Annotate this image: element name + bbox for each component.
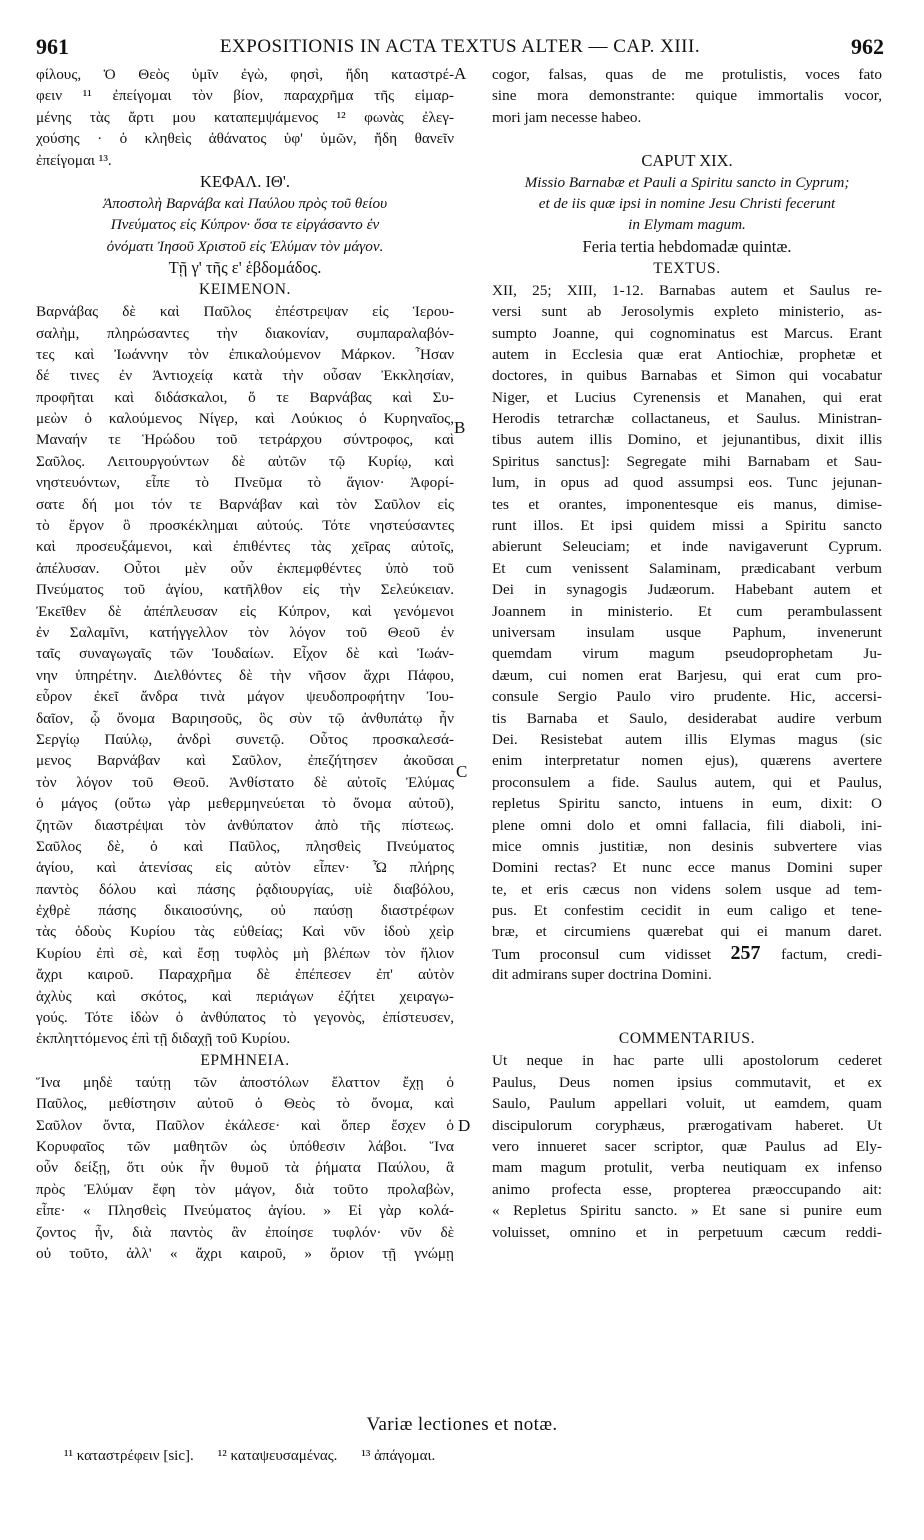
latin-commentary	[492, 1050, 882, 1243]
greek-text-line: Πνεύματος τοῦ ἁγίου, κατῆλθον εἰς τὴν Σελεύκειαν.	[36, 581, 454, 599]
note-item: ¹² καταψευσαμένας.	[217, 1448, 338, 1464]
latin-text-heading: TEXTUS.	[653, 259, 721, 277]
greek-text-line: ταῖς συναγωγαῖς τῶν Ἰουδαίων. Εἶχον δὲ καὶ Ἰωάν-	[36, 645, 454, 663]
latin-commentary-line: Paulus, Deus nomen ipsius commutavit, et ex	[492, 1073, 882, 1091]
greek-chapter-title-line: ὀνόματι Ἰησοῦ Χριστοῦ εἰς Ἐλύμαν τὸν μάγον.	[106, 237, 384, 255]
greek-text-line: ἐχθρὲ πάσης δικαιοσύνης, οὐ παύσῃ διαστρέφων	[36, 902, 454, 920]
latin-text-line: proconsulem a fide. Saulus autem, qui et Paulus,	[492, 773, 882, 791]
greek-chapter-title	[36, 193, 454, 257]
latin-chapter-title	[492, 172, 882, 236]
note-item: ¹¹ καταστρέφειν [sic].	[64, 1448, 194, 1464]
latin-text-line: te, et eris cæcus non videns solem usque ad tem-	[492, 880, 882, 898]
latin-commentary-line: « Repletus Spiritu sancto. » Et sane si punire eum	[492, 1202, 882, 1220]
latin-text-line: plene omni dolo et omni fallacia, fili diaboli, ini-	[492, 816, 882, 834]
greek-text-line: νηστευόντων, εἶπε τὸ Πνεῦμα τὸ ἅγιον· Ἀφορί-	[36, 474, 454, 492]
latin-text-line: sumpto Joanne, qui cognominatus est Marcus. Erant	[492, 324, 882, 342]
greek-commentary-line: Ἵνα μηδὲ ταύτῃ τῶν ἀποστόλων ἔλαττον ἔχῃ ὁ	[36, 1073, 454, 1091]
greek-text-line: Σαῦλος δὲ, ὁ καὶ Παῦλος, πλησθεὶς Πνεύματος	[36, 837, 454, 855]
greek-text-line: δαῖον, ᾧ ὄνομα Βαριησοῦς, ὃς σὺν τῷ ἀνθυπάτῳ ἦν	[36, 709, 454, 727]
column-marker: 257	[730, 942, 782, 964]
greek-text-line: μενος Βαρνάβαν καὶ Σαῦλον, ἐπεζήτησεν ἀκοῦσαι	[36, 752, 454, 770]
greek-commentary-line: Σαῦλον ὄντα, Παῦλον ἐκάλεσε· καὶ ὅπερ ἔσχεν ὁ	[36, 1116, 454, 1134]
greek-commentary-line: εἶπε· « Πλησθεὶς Πνεύματος ἁγίου. » Εἰ γὰρ κολά-	[36, 1202, 454, 1220]
greek-text-line: Μαναήν τε Ἡρώδου τοῦ τετράρχου σύντροφος, καὶ	[36, 431, 454, 449]
greek-commentary-line: πρὸς Ἐλύμαν ἔφη τὸν μάγον, διὰ τοῦτο προλαβὼν,	[36, 1180, 454, 1198]
greek-text-line: παντὸς δόλου καὶ πάσης ῥᾳδιουργίας, υἱὲ διαβόλου,	[36, 880, 454, 898]
notes-list	[64, 1448, 459, 1465]
latin-text-line: consule Sergio Paulo viro prudente. Hic, accersi-	[492, 688, 882, 706]
latin-commentary-line: Saulo, Paulum appellari voluit, ut eamdem, quam	[492, 1095, 882, 1113]
latin-text-line: tes et orantes, imponentesque eis manus, dimise-	[492, 495, 882, 513]
greek-intro	[36, 64, 454, 171]
latin-text-line: quemdam virum magum pseudoprophetam Ju-	[492, 645, 882, 663]
latin-text-line: Niger, et Lucius Cyrenensis et Manahen, qui erat	[492, 388, 882, 406]
greek-intro-line: μένης τὰς ἄρτι μου καταπεμψάμενος ¹² φωνὰς ἐλεγ-	[36, 108, 454, 126]
latin-text-line	[492, 943, 882, 964]
greek-text-line: Βαρνάβας δὲ καὶ Παῦλος ἐπέστρεψαν εἰς Ἱερου-	[36, 303, 454, 321]
latin-text-line-end: factum, credi-	[781, 945, 882, 963]
latin-intro-line: cogor, falsas, quas de me protulistis, voces fato	[492, 66, 882, 83]
running-title: EXPOSITIONIS IN ACTA TEXTUS ALTER — CAP. XIII.	[219, 36, 701, 57]
greek-text-line: ὁ μάγος (οὕτω γὰρ μεθερμηνεύεται τὸ ὄνομα αὐτοῦ),	[36, 795, 454, 813]
latin-text-line: Herodis tetrarchæ collactaneus, et Saulus. Ministran-	[492, 410, 882, 428]
latin-intro-line: sine mora demonstrante: quique immortalis vocor,	[492, 87, 882, 105]
margin-letter-b: B	[454, 418, 466, 437]
latin-text-line: Dei. Resistebat autem illis Elymas magus (sic	[492, 730, 882, 748]
latin-text-line: mice omnis justitiæ, non desinis subvertere vias	[492, 837, 882, 855]
greek-text-line: ἀπέλυσαν. Οὗτοι μὲν οὖν ἐκπεμφθέντες ὑπὸ τοῦ	[36, 559, 454, 577]
latin-text-line: bræ, et circumiens quærebat qui ei manum daret.	[492, 923, 882, 941]
page-number-right: 962	[851, 34, 884, 59]
greek-text-line: τες καὶ Ἰωάννην τὸν ἐπικαλούμενον Μάρκον. Ἦσαν	[36, 345, 454, 363]
latin-commentary-line: animo profecta esse, propterea præoccupando ait:	[492, 1180, 882, 1198]
greek-text-line: ζητῶν διαστρέψαι τὸν ἀνθύπατον ἀπὸ τῆς πίστεως.	[36, 816, 454, 834]
margin-letter-a: A	[454, 64, 467, 83]
latin-commentary-line: voluisset, omnino et in perpetuum cæcum reddi-	[492, 1223, 882, 1241]
greek-intro-line: ἐπείγομαι ¹³.	[36, 151, 112, 169]
greek-text-line: Σεργίῳ Παύλῳ, ἀνδρὶ συνετῷ. Οὗτος προσκαλεσά-	[36, 730, 454, 748]
latin-text-line: universam insulam usque Paphum, invenerunt	[492, 623, 882, 641]
greek-commentary-line: οὐ τοῦτο, ἀλλ' « ἄχρι καιροῦ, » ὅριον τῇ γνώμῃ	[36, 1244, 454, 1262]
greek-text-line: νην ὑπηρέτην. Διελθόντες δὲ τὴν νῆσον ἄχρι Πάφου,	[36, 666, 454, 684]
greek-text	[36, 301, 454, 1050]
greek-text-line: τὸ ἔργον ὃ προσκέκλημαι αὐτούς. Τότε νηστεύσαντες	[36, 517, 454, 535]
greek-text-line: Σαῦλος. Λειτουργούντων δὲ αὐτῶν τῷ Κυρίῳ, καὶ	[36, 452, 454, 470]
greek-intro-line: φειν ¹¹ ἐπείγομαι τὸν βίον, παραχρῆμα τῆς εἱμαρ-	[36, 87, 454, 105]
greek-commentary-line: Κορυφαῖος τῶν μαθητῶν ὡς ὑπόθεσιν λάβοι. Ἵνα	[36, 1137, 454, 1155]
greek-text-line: γούς. Τότε ἰδὼν ὁ ἀνθύπατος τὸ γεγονὸς, ἐπίστευσεν,	[36, 1009, 454, 1027]
latin-text-line: enim interpretatur nomen ejus), quærens avertere	[492, 752, 882, 770]
greek-text-line: εὗρον ἐκεῖ ἄνδρα τινὰ μάγον ψευδοπροφήτην Ἰου-	[36, 688, 454, 706]
latin-commentary-line: mam magum protulit, verba neutiquam ex infenso	[492, 1159, 882, 1177]
greek-text-heading: ΚΕΙΜΕΝΟΝ.	[199, 281, 291, 299]
latin-text-line: autem in Ecclesia quæ erat Antiochiæ, prophetæ et	[492, 345, 882, 363]
greek-commentary-line: οὖν δείξῃ, ὅτι οὐκ ἦν θυμοῦ τὰ ῥήματα Παύλου, ἃ	[36, 1159, 454, 1177]
latin-text-line: dæum, cui nomen erat Barjesu, qui erat cum pro-	[492, 666, 882, 684]
latin-text-line: lum, in opus ad quod assumpsi eos. Tunc jejunan-	[492, 474, 882, 492]
greek-text-line: ἐκπληττόμενος ἐπὶ τῇ διδαχῇ τοῦ Κυρίου.	[36, 1030, 291, 1048]
latin-day-line: Feria tertia hebdomadæ quintæ.	[582, 236, 792, 256]
latin-text-line: Spiritus sanctus]: Segregate mihi Barnabam et Sau-	[492, 452, 882, 470]
margin-letter-d: D	[458, 1116, 471, 1135]
margin-letter-c: C	[456, 762, 468, 781]
greek-chapter-number: ΚΕΦΑΛ. ΙΘ'.	[200, 171, 290, 191]
greek-commentary	[36, 1072, 454, 1265]
latin-chapter-title-line: et de iis quæ ipsi in nomine Jesu Christi fecerunt	[538, 194, 836, 212]
page-header	[36, 34, 884, 64]
latin-text-line: dit admirans super doctrina Domini.	[492, 966, 712, 984]
greek-text-line: τὸν λόγον τοῦ Θεοῦ. Ἀνθίστατο δὲ αὐτοῖς Ἐλύμας	[36, 773, 454, 791]
latin-text-line: tis Barnaba et Saulo, desiderabat audire verbum	[492, 709, 882, 727]
greek-chapter-title-line: Ἀποστολὴ Βαρνάβα καὶ Παύλου πρὸς τοῦ θείου	[102, 194, 388, 212]
latin-commentary-heading: COMMENTARIUS.	[618, 1030, 756, 1048]
latin-text-line: runt illos. Et ipsi quidem missi a Spiritu sancto	[492, 517, 882, 535]
latin-chapter-title-line: in Elymam magum.	[628, 216, 746, 234]
greek-chapter-title-line: Πνεύματος εἰς Κύπρον· ὅσα τε εἰργάσαντο ἐν	[110, 216, 380, 234]
greek-text-line: προφῆται καὶ διδάσκαλοι, ὅ τε Βαρνάβας καὶ Συ-	[36, 388, 454, 406]
greek-text-line: τὰς ὁδοὺς Κυρίου τὰς εὐθείας; Καὶ νῦν ἰδοὺ χεὶρ	[36, 923, 454, 941]
greek-intro-line: χούσης · ὁ κληθεὶς ἀθάνατος ὑφ' ὑμῶν, ἤδη θανεῖν	[36, 130, 454, 148]
latin-text-line: tibus autem illis Domino, et jejunantibus, dixit illis	[492, 431, 882, 449]
latin-text-line: XII, 25; XIII, 1-12. Barnabas autem et Saulus re-	[492, 281, 882, 299]
latin-column	[492, 64, 882, 1243]
greek-commentary-heading: ΕΡΜΗΝΕΙΑ.	[200, 1051, 290, 1069]
latin-text-line: Et cum venissent Salaminam, prædicabant verbum	[492, 559, 882, 577]
latin-text-line: versi sunt ab Jerosolymis expleto ministerio, as-	[492, 303, 882, 321]
greek-text-line: σαλὴμ, πληρώσαντες τὴν διακονίαν, συμπαραλαβόν-	[36, 324, 454, 342]
greek-text-line: ἐν Σαλαμῖνι, κατήγγελλον τὸν λόγον τοῦ Θεοῦ ἐν	[36, 623, 454, 641]
greek-text-line: Ἐκεῖθεν δὲ ἀπέπλευσαν εἰς Κύπρον, καὶ γενόμενοι	[36, 602, 454, 620]
greek-commentary-line: ζοντος ἦν, διὰ παντὸς ἂν ἐποίησε τυφλόν· νῦν δὲ	[36, 1223, 454, 1241]
notes-title: Variæ lectiones et notæ.	[366, 1414, 558, 1435]
note-item: ¹³ ἀπάγομαι.	[361, 1448, 436, 1464]
greek-text-line: δέ τινες ἐν Ἀντιοχείᾳ κατὰ τὴν οὖσαν Ἐκκλησίαν,	[36, 367, 454, 385]
latin-intro	[492, 64, 882, 128]
latin-text	[492, 280, 882, 986]
greek-text-line: καὶ προσευξάμενοι, καὶ ἐπιθέντες τὰς χεῖρας αὐτοῖς,	[36, 538, 454, 556]
page-number-left: 961	[36, 34, 69, 59]
latin-intro-line: mori jam necesse habeo.	[492, 108, 642, 126]
latin-commentary-line: Ut neque in hac parte ulli apostolorum cederet	[492, 1052, 882, 1070]
latin-chapter-number: CAPUT XIX.	[641, 150, 733, 170]
latin-chapter-title-line: Missio Barnabæ et Pauli a Spiritu sancto in Cyprum;	[524, 173, 850, 191]
latin-text-line-start: Tum proconsul cum vidisset	[492, 945, 712, 963]
latin-text-line: pus. Et confestim cecidit in eum caligo et tene-	[492, 902, 882, 920]
greek-text-line: σατε δή μοι τόν τε Βαρνάβαν καὶ τὸν Σαῦλον εἰς	[36, 495, 454, 513]
greek-text-line: ἄχρι καιροῦ. Παραχρῆμα δὲ ἐπέπεσεν ἐπ' αὐτὸν	[36, 966, 454, 984]
greek-column	[36, 64, 454, 1264]
greek-commentary-line: Παῦλος, μεθίστησιν αὐτοῦ ὁ Θεὸς τὸ ὄνομα, καὶ	[36, 1095, 454, 1113]
latin-text-line: abierunt Seleuciam; et inde navigaverunt Cyprum.	[492, 538, 882, 556]
greek-text-line: μεὼν ὁ καλούμενος Νίγερ, καὶ Λούκιος ὁ Κυρηναῖος,	[36, 410, 454, 428]
latin-commentary-line: discipulorum coryphæus, prærogativam haberet. Ut	[492, 1116, 882, 1134]
latin-text-line: Domini rectas? Et nunc ecce manus Domini super	[492, 859, 882, 877]
latin-commentary-line: vero innueret sacer scriptor, quæ Paulus ad Ely-	[492, 1137, 882, 1155]
greek-text-line: ἁγίου, καὶ ἀτενίσας εἰς αὐτὸν εἶπεν· Ὦ πλήρης	[36, 859, 454, 877]
greek-text-line: Κυρίου ἐπὶ σὲ, καὶ ἔσῃ τυφλὸς μὴ βλέπων τὸν ἥλιον	[36, 944, 454, 962]
greek-text-line: ἀχλὺς καὶ σκότος, καὶ περιάγων ἐζήτει χειραγω-	[36, 987, 454, 1005]
latin-text-line: repletus Spiritu sancto, intuens in eum, dixit: O	[492, 795, 882, 813]
latin-text-line: doctores, in quibus Barnabas et Simon qui vocabatur	[492, 367, 882, 385]
latin-text-line: Dei in synagogis Judæorum. Habebant autem et	[492, 581, 882, 599]
latin-text-line: Joannem in ministerio. Et cum perambulassent	[492, 602, 882, 620]
greek-intro-line: φίλους, Ὁ Θεὸς ὑμῖν ἐγὼ, φησὶ, ἤδη καταστρέ-	[36, 66, 454, 83]
greek-day-line: Τῇ γ' τῆς ε' ἑβδομάδος.	[168, 258, 322, 278]
